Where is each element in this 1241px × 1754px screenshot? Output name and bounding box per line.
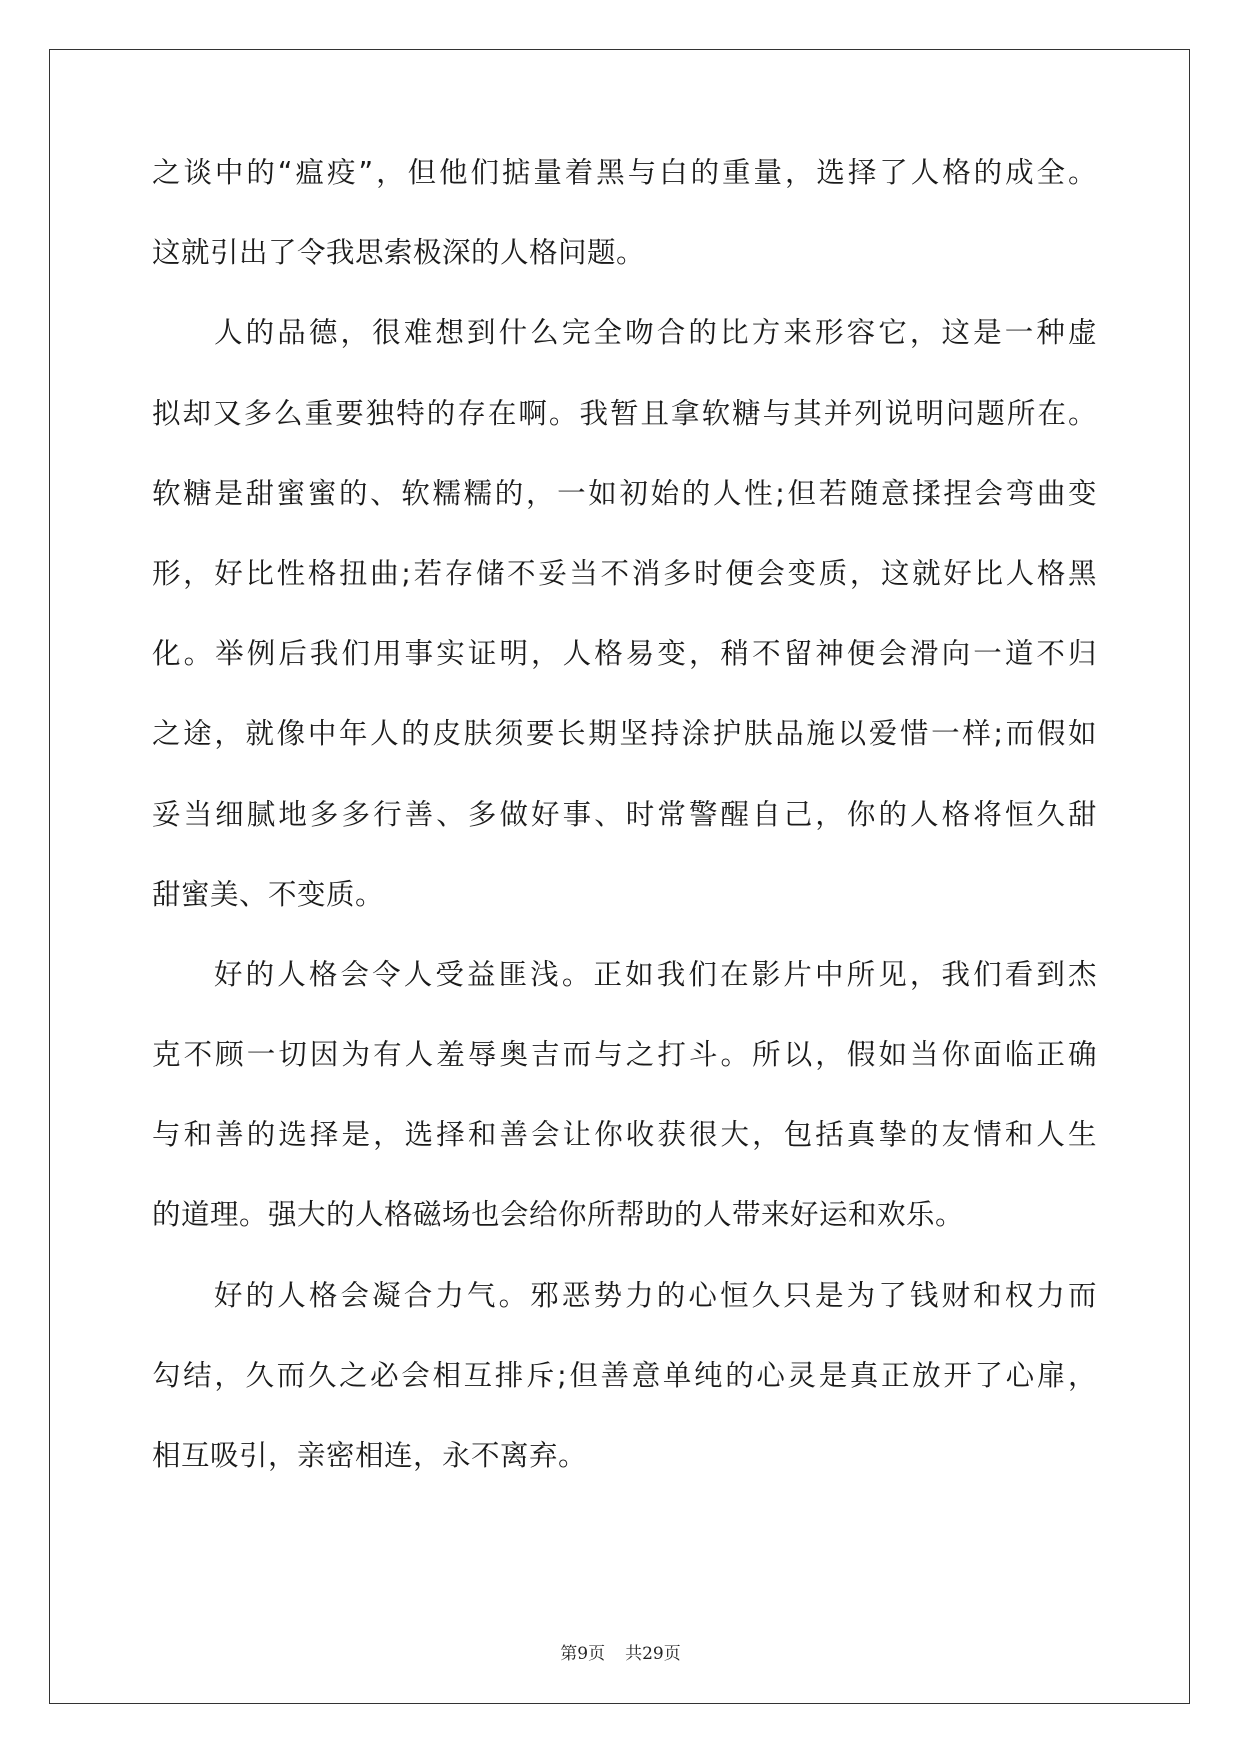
text-line: 形，好比性格扭曲;若存储不妥当不消多时便会变质，这就好比人格黑 (152, 556, 1097, 590)
text-line: 与和善的选择是，选择和善会让你收获很大，包括真挚的友情和人生 (152, 1118, 1097, 1152)
text-line: 的道理。强大的人格磁场也会给你所帮助的人带来好运和欢乐。 (152, 1198, 965, 1232)
text-line: 软糖是甜蜜蜜的、软糯糯的，一如初始的人性;但若随意揉捏会弯曲变 (152, 476, 1097, 510)
paragraph-start-line: 人的品德，很难想到什么完全吻合的比方来形容它，这是一种虚 (214, 316, 1097, 350)
text-line: 拟却又多么重要独特的存在啊。我暂且拿软糖与其并列说明问题所在。 (152, 396, 1097, 430)
page-number: 第9页 (560, 1644, 606, 1664)
text-line: 这就引出了令我思索极深的人格问题。 (152, 236, 646, 270)
text-line: 妥当细腻地多多行善、多做好事、时常警醒自己，你的人格将恒久甜 (152, 797, 1097, 831)
text-line: 化。举例后我们用事实证明，人格易变，稍不留神便会滑向一道不归 (152, 637, 1097, 671)
text-line: 勾结，久而久之必会相互排斥;但善意单纯的心灵是真正放开了心扉， (152, 1358, 1097, 1392)
text-line: 甜蜜美、不变质。 (152, 877, 385, 911)
page-total: 共29页 (625, 1644, 681, 1664)
text-line: 克不顾一切因为有人羞辱奥吉而与之打斗。所以，假如当你面临正确 (152, 1038, 1097, 1072)
text-line: 之途，就像中年人的皮肤须要长期坚持涂护肤品施以爱惜一样;而假如 (152, 717, 1097, 751)
page-footer (0, 1639, 1241, 1664)
text-line: 之谈中的“瘟疫”，但他们掂量着黑与白的重量，选择了人格的成全。 (152, 156, 1097, 189)
text-line: 相互吸引，亲密相连，永不离弃。 (152, 1439, 588, 1472)
paragraph-start-line: 好的人格会令人受益匪浅。正如我们在影片中所见，我们看到杰 (214, 957, 1097, 991)
paragraph-start-line: 好的人格会凝合力气。邪恶势力的心恒久只是为了钱财和权力而 (214, 1278, 1097, 1312)
document-body (152, 158, 1097, 1521)
